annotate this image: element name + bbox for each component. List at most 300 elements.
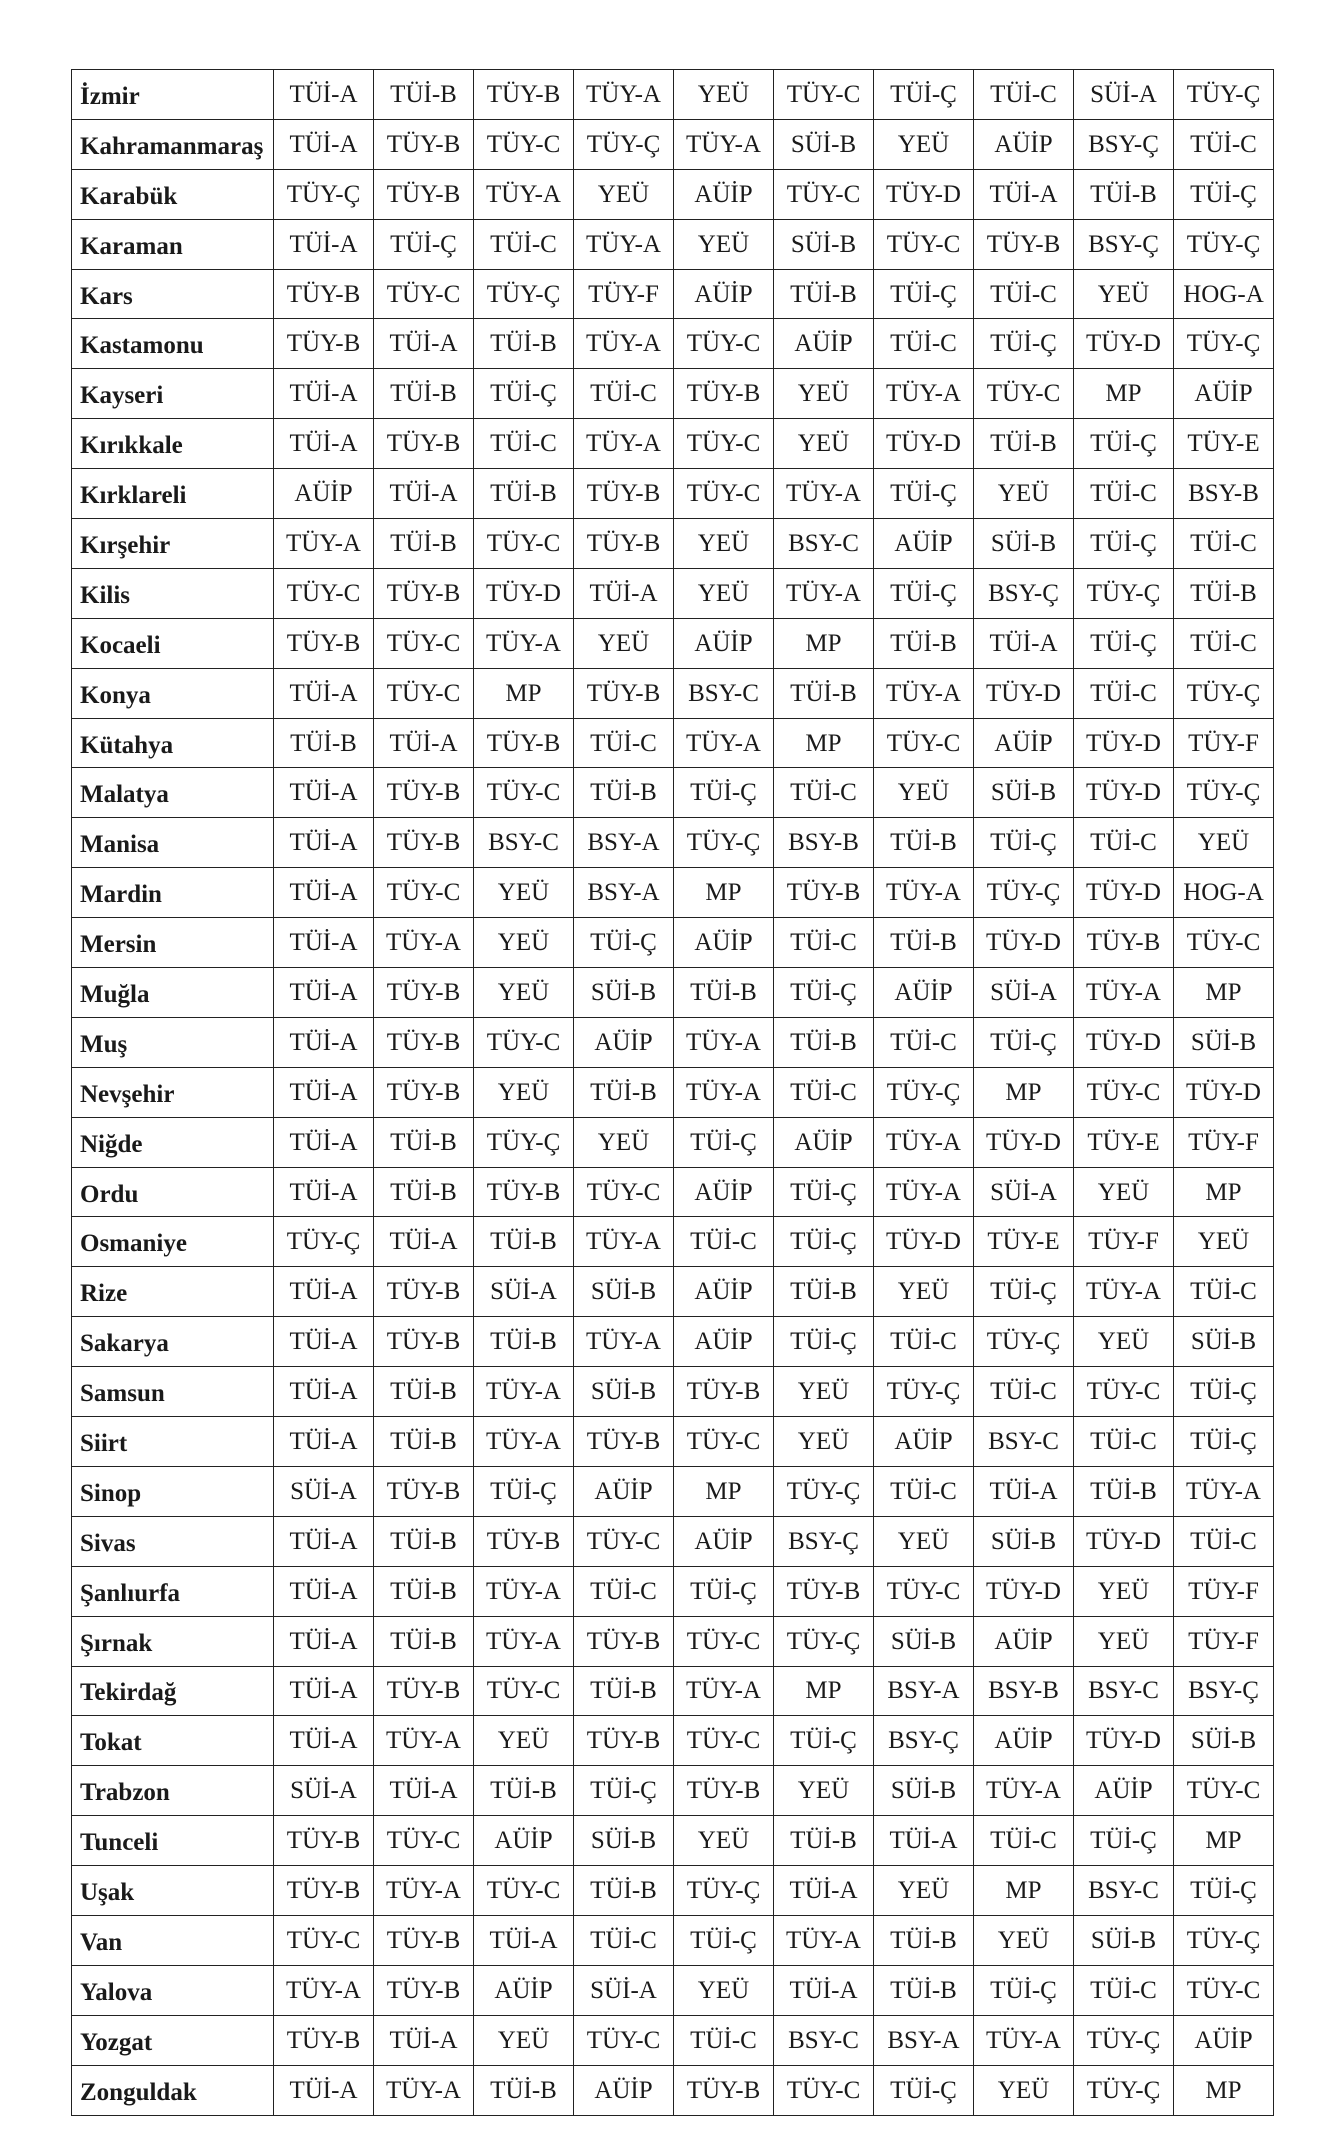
table-row [72,1067,1274,1117]
table-cell: TÜY-B [374,1067,474,1117]
table-cell: TÜY-B [374,768,474,818]
table-cell: BSY-C [474,818,574,868]
table-cell: TÜİ-B [374,1367,474,1417]
table-cell: TÜİ-A [374,469,474,519]
table-cell: BSY-A [874,1666,974,1716]
province-name: Mardin [72,868,274,918]
table-cell: AÜİP [674,618,774,668]
table-cell: MP [1174,968,1274,1018]
province-code-table [71,69,1274,2116]
table-cell: AÜİP [874,519,974,569]
province-name: Tokat [72,1716,274,1766]
table-cell: AÜİP [674,918,774,968]
table-cell: TÜY-Ç [274,169,374,219]
table-cell: TÜY-B [274,1816,374,1866]
table-cell: YEÜ [974,2065,1074,2115]
table-cell: TÜİ-B [974,419,1074,469]
table-cell: YEÜ [874,768,974,818]
table-cell: TÜİ-A [274,1117,374,1167]
table-cell: TÜİ-A [274,419,374,469]
table-cell: TÜİ-B [874,1965,974,2015]
table-cell: BSY-B [774,818,874,868]
table-cell: TÜİ-Ç [774,1217,874,1267]
table-cell: YEÜ [1074,1317,1174,1367]
table-row [72,219,1274,269]
province-name: Şanlıurfa [72,1566,274,1616]
table-cell: YEÜ [1074,269,1174,319]
table-cell: TÜİ-B [374,70,474,120]
table-cell: AÜİP [1174,369,1274,419]
table-cell: SÜİ-B [974,519,1074,569]
table-cell: AÜİP [1074,1766,1174,1816]
table-cell: SÜİ-A [474,1267,574,1317]
table-cell: TÜİ-B [574,1067,674,1117]
table-cell: TÜY-A [874,1167,974,1217]
table-cell: TÜİ-Ç [674,1915,774,1965]
table-cell: TÜY-B [274,319,374,369]
table-cell: AÜİP [974,1616,1074,1666]
table-cell: YEÜ [474,868,574,918]
table-cell: HOG-A [1174,269,1274,319]
table-cell: TÜY-C [374,618,474,668]
table-cell: TÜY-C [874,1566,974,1616]
table-cell: AÜİP [274,469,374,519]
table-cell: YEÜ [474,918,574,968]
table-cell: TÜY-Ç [274,1217,374,1267]
table-cell: TÜİ-A [274,119,374,169]
table-cell: TÜY-A [474,1417,574,1467]
table-row [72,868,1274,918]
table-cell: SÜİ-B [574,1267,674,1317]
table-cell: TÜİ-B [774,668,874,718]
table-row [72,718,1274,768]
table-cell: MP [774,1666,874,1716]
table-cell: TÜY-C [474,1017,574,1067]
table-cell: TÜY-A [874,668,974,718]
table-cell: AÜİP [674,1267,774,1317]
table-cell: TÜY-A [374,918,474,968]
table-cell: TÜY-B [674,2065,774,2115]
table-row [72,1866,1274,1916]
table-cell: TÜY-C [674,1417,774,1467]
table-cell: TÜİ-Ç [374,219,474,269]
table-cell: TÜY-Ç [1174,319,1274,369]
table-cell: TÜY-A [474,169,574,219]
table-cell: BSY-C [674,668,774,718]
table-cell: TÜİ-B [474,1317,574,1367]
table-cell: AÜİP [874,968,974,1018]
table-cell: TÜİ-B [374,369,474,419]
table-row [72,1267,1274,1317]
table-cell: TÜY-F [1074,1217,1174,1267]
table-cell: MP [1174,1816,1274,1866]
table-cell: TÜİ-B [274,718,374,768]
table-cell: TÜY-B [274,1866,374,1916]
table-cell: MP [1174,1167,1274,1217]
table-cell: TÜY-Ç [1074,2065,1174,2115]
table-cell: BSY-Ç [1174,1666,1274,1716]
table-cell: TÜY-A [674,1666,774,1716]
table-cell: TÜY-D [974,1117,1074,1167]
table-cell: TÜİ-Ç [474,369,574,419]
table-cell: YEÜ [1174,1217,1274,1267]
table-cell: SÜİ-A [274,1466,374,1516]
table-cell: TÜİ-C [574,718,674,768]
table-cell: TÜY-F [1174,1566,1274,1616]
table-cell: TÜİ-A [274,219,374,269]
table-cell: SÜİ-B [974,1516,1074,1566]
table-cell: TÜY-B [474,718,574,768]
table-cell: TÜİ-Ç [1074,1816,1174,1866]
table-cell: BSY-C [774,519,874,569]
table-cell: SÜİ-B [874,1766,974,1816]
table-cell: TÜİ-C [774,1067,874,1117]
table-cell: AÜİP [974,119,1074,169]
table-cell: TÜY-A [274,519,374,569]
table-cell: TÜİ-A [274,1566,374,1616]
table-cell: TÜY-B [574,1716,674,1766]
table-cell: SÜİ-B [1174,1716,1274,1766]
table-cell: TÜY-A [1074,968,1174,1018]
table-cell: TÜY-Ç [1174,768,1274,818]
table-cell: TÜİ-B [1074,169,1174,219]
table-row [72,818,1274,868]
table-cell: TÜY-A [774,568,874,618]
table-cell: SÜİ-B [1174,1017,1274,1067]
table-cell: TÜY-C [474,119,574,169]
table-cell: TÜİ-B [874,1915,974,1965]
province-name: Manisa [72,818,274,868]
table-cell: TÜY-A [674,718,774,768]
table-cell: TÜY-C [474,768,574,818]
table-cell: TÜY-Ç [1174,668,1274,718]
table-cell: YEÜ [674,519,774,569]
table-body [72,70,1274,2116]
table-cell: TÜİ-B [474,469,574,519]
table-row [72,918,1274,968]
province-name: Muş [72,1017,274,1067]
table-cell: TÜİ-B [574,768,674,818]
table-cell: TÜY-A [574,1217,674,1267]
table-row [72,2065,1274,2115]
table-cell: AÜİP [874,1417,974,1467]
table-cell: TÜY-C [474,519,574,569]
table-row [72,1616,1274,1666]
table-row [72,1367,1274,1417]
table-cell: TÜY-A [574,319,674,369]
table-cell: TÜİ-A [274,70,374,120]
table-cell: TÜY-B [374,1666,474,1716]
table-cell: YEÜ [674,568,774,618]
table-cell: BSY-Ç [1074,219,1174,269]
table-cell: TÜİ-A [274,768,374,818]
table-cell: TÜY-C [774,2065,874,2115]
table-cell: TÜİ-A [474,1915,574,1965]
table-cell: SÜİ-B [774,119,874,169]
table-row [72,1516,1274,1566]
table-cell: TÜİ-Ç [1074,519,1174,569]
table-cell: TÜY-A [574,70,674,120]
table-cell: TÜY-C [574,1516,674,1566]
table-cell: AÜİP [674,269,774,319]
table-cell: TÜY-B [274,269,374,319]
table-cell: YEÜ [974,1915,1074,1965]
table-cell: TÜY-B [474,1516,574,1566]
table-cell: TÜY-A [574,419,674,469]
table-cell: TÜY-D [474,568,574,618]
table-row [72,419,1274,469]
table-cell: TÜY-A [574,1317,674,1367]
table-cell: TÜİ-B [374,519,474,569]
table-cell: TÜY-D [874,419,974,469]
table-cell: TÜİ-B [1174,568,1274,618]
table-cell: SÜİ-A [1074,70,1174,120]
table-cell: TÜİ-Ç [474,1466,574,1516]
table-row [72,1566,1274,1616]
table-cell: TÜY-C [874,219,974,269]
province-name: Van [72,1915,274,1965]
table-cell: TÜY-Ç [974,1317,1074,1367]
table-cell: TÜİ-A [274,868,374,918]
table-row [72,269,1274,319]
table-cell: YEÜ [474,968,574,1018]
table-cell: TÜİ-C [1074,818,1174,868]
table-row [72,1466,1274,1516]
table-cell: YEÜ [674,219,774,269]
table-cell: TÜİ-C [774,768,874,818]
table-cell: TÜİ-Ç [974,1017,1074,1067]
table-cell: TÜİ-C [474,219,574,269]
table-row [72,618,1274,668]
table-cell: TÜİ-Ç [774,968,874,1018]
province-name: Uşak [72,1866,274,1916]
table-cell: TÜİ-Ç [974,1965,1074,2015]
province-name: Tekirdağ [72,1666,274,1716]
table-row [72,1317,1274,1367]
table-cell: TÜY-A [474,1616,574,1666]
table-cell: TÜİ-C [974,70,1074,120]
table-cell: SÜİ-A [574,1965,674,2015]
table-cell: TÜY-Ç [674,1866,774,1916]
table-cell: TÜİ-B [774,1017,874,1067]
table-cell: TÜY-B [274,2015,374,2065]
province-name: Siirt [72,1417,274,1467]
province-name: Yozgat [72,2015,274,2065]
table-cell: TÜİ-C [1074,1417,1174,1467]
table-cell: TÜY-C [274,1915,374,1965]
table-cell: TÜİ-A [274,1367,374,1417]
table-cell: TÜY-D [1074,718,1174,768]
table-cell: TÜİ-A [774,1866,874,1916]
table-cell: TÜY-A [374,2065,474,2115]
table-cell: TÜY-D [1174,1067,1274,1117]
table-cell: TÜİ-C [974,269,1074,319]
table-cell: TÜY-B [474,70,574,120]
table-cell: BSY-C [774,2015,874,2065]
table-cell: TÜİ-C [574,1915,674,1965]
table-cell: MP [974,1067,1074,1117]
table-cell: TÜİ-A [274,1317,374,1367]
province-name: Konya [72,668,274,718]
table-cell: TÜİ-C [974,1816,1074,1866]
table-cell: TÜİ-B [874,618,974,668]
table-cell: TÜY-E [1174,419,1274,469]
province-name: Malatya [72,768,274,818]
table-cell: TÜY-A [474,1367,574,1417]
table-cell: YEÜ [774,1417,874,1467]
table-cell: YEÜ [1074,1566,1174,1616]
table-cell: TÜİ-A [374,1766,474,1816]
table-cell: TÜİ-B [374,1167,474,1217]
table-cell: TÜY-B [374,1965,474,2015]
table-cell: TÜİ-A [374,718,474,768]
table-cell: TÜİ-Ç [574,1766,674,1816]
table-cell: TÜY-B [374,119,474,169]
table-cell: AÜİP [1174,2015,1274,2065]
table-cell: TÜİ-Ç [974,1267,1074,1317]
table-cell: TÜY-C [774,169,874,219]
table-cell: TÜİ-C [574,1566,674,1616]
table-cell: TÜY-A [774,1915,874,1965]
table-cell: TÜİ-A [874,1816,974,1866]
province-name: Samsun [72,1367,274,1417]
table-cell: TÜY-C [674,469,774,519]
province-name: Yalova [72,1965,274,2015]
table-cell: TÜİ-A [574,568,674,618]
province-name: Kırklareli [72,469,274,519]
province-name: Kars [72,269,274,319]
table-cell: YEÜ [874,119,974,169]
table-cell: YEÜ [1174,818,1274,868]
table-cell: TÜİ-B [874,818,974,868]
province-name: Tunceli [72,1816,274,1866]
table-cell: TÜY-D [874,169,974,219]
table-cell: TÜİ-Ç [774,1716,874,1766]
table-cell: TÜİ-B [374,1566,474,1616]
table-cell: TÜY-B [674,1766,774,1816]
table-cell: TÜY-B [374,169,474,219]
table-cell: TÜY-C [674,1716,774,1766]
table-cell: TÜY-Ç [574,119,674,169]
table-row [72,1816,1274,1866]
table-cell: TÜİ-Ç [1074,618,1174,668]
table-cell: TÜİ-Ç [874,2065,974,2115]
table-row [72,1716,1274,1766]
table-cell: TÜİ-A [274,369,374,419]
table-cell: TÜY-B [574,519,674,569]
table-cell: AÜİP [674,1516,774,1566]
table-cell: TÜİ-B [774,1816,874,1866]
table-cell: TÜY-B [374,1915,474,1965]
table-cell: TÜİ-B [374,1616,474,1666]
province-name: Kocaeli [72,618,274,668]
table-cell: TÜY-C [274,568,374,618]
table-cell: TÜY-C [474,1866,574,1916]
table-cell: TÜY-A [974,2015,1074,2065]
table-cell: TÜİ-A [374,1217,474,1267]
table-cell: TÜİ-C [1074,668,1174,718]
table-cell: TÜY-Ç [1074,568,1174,618]
table-cell: TÜİ-A [274,918,374,968]
province-name: Kütahya [72,718,274,768]
province-name: Kilis [72,568,274,618]
table-cell: BSY-B [974,1666,1074,1716]
table-cell: YEÜ [1074,1616,1174,1666]
table-cell: YEÜ [874,1267,974,1317]
table-cell: TÜİ-C [1174,618,1274,668]
province-name: Sivas [72,1516,274,1566]
table-cell: TÜİ-Ç [974,818,1074,868]
table-cell: TÜİ-Ç [774,1167,874,1217]
table-cell: TÜİ-B [574,1866,674,1916]
table-cell: TÜİ-A [274,1666,374,1716]
table-cell: TÜY-A [574,219,674,269]
table-cell: YEÜ [674,1816,774,1866]
table-cell: TÜY-Ç [974,868,1074,918]
table-cell: TÜY-B [374,1267,474,1317]
table-cell: SÜİ-B [574,968,674,1018]
table-row [72,768,1274,818]
table-cell: TÜY-D [1074,1516,1174,1566]
table-cell: TÜY-Ç [474,269,574,319]
table-cell: TÜY-A [474,1566,574,1616]
table-cell: YEÜ [574,618,674,668]
table-cell: TÜY-A [1074,1267,1174,1317]
table-cell: TÜY-C [374,868,474,918]
table-cell: TÜİ-A [274,1017,374,1067]
table-cell: AÜİP [574,2065,674,2115]
province-name: Rize [72,1267,274,1317]
table-cell: TÜY-B [374,818,474,868]
table-cell: TÜY-B [1074,918,1174,968]
table-row [72,668,1274,718]
table-cell: MP [974,1866,1074,1916]
table-cell: TÜY-D [1074,868,1174,918]
table-cell: TÜY-B [374,968,474,1018]
table-cell: SÜİ-A [974,1167,1074,1217]
table-cell: TÜİ-Ç [1074,419,1174,469]
table-cell: YEÜ [474,1716,574,1766]
table-cell: MP [1174,2065,1274,2115]
table-cell: YEÜ [774,1367,874,1417]
table-cell: YEÜ [574,1117,674,1167]
table-cell: TÜY-E [974,1217,1074,1267]
table-cell: BSY-B [1174,469,1274,519]
table-cell: TÜİ-A [274,1616,374,1666]
table-cell: SÜİ-A [974,968,1074,1018]
table-cell: TÜY-B [574,469,674,519]
table-cell: TÜY-Ç [1074,2015,1174,2065]
table-cell: TÜY-F [1174,1616,1274,1666]
table-cell: TÜİ-A [274,1067,374,1117]
province-name: Karaman [72,219,274,269]
table-cell: TÜY-C [474,1666,574,1716]
table-cell: TÜY-D [974,1566,1074,1616]
table-cell: TÜY-C [374,1816,474,1866]
table-cell: TÜİ-C [1174,519,1274,569]
table-cell: TÜY-A [474,618,574,668]
table-cell: TÜİ-B [774,1267,874,1317]
table-cell: YEÜ [874,1516,974,1566]
table-cell: TÜY-C [1174,1766,1274,1816]
table-cell: AÜİP [674,1167,774,1217]
table-cell: TÜİ-C [574,369,674,419]
table-cell: AÜİP [974,1716,1074,1766]
table-cell: TÜİ-A [274,668,374,718]
province-name: Muğla [72,968,274,1018]
table-cell: TÜY-D [974,918,1074,968]
table-cell: TÜY-C [674,1616,774,1666]
